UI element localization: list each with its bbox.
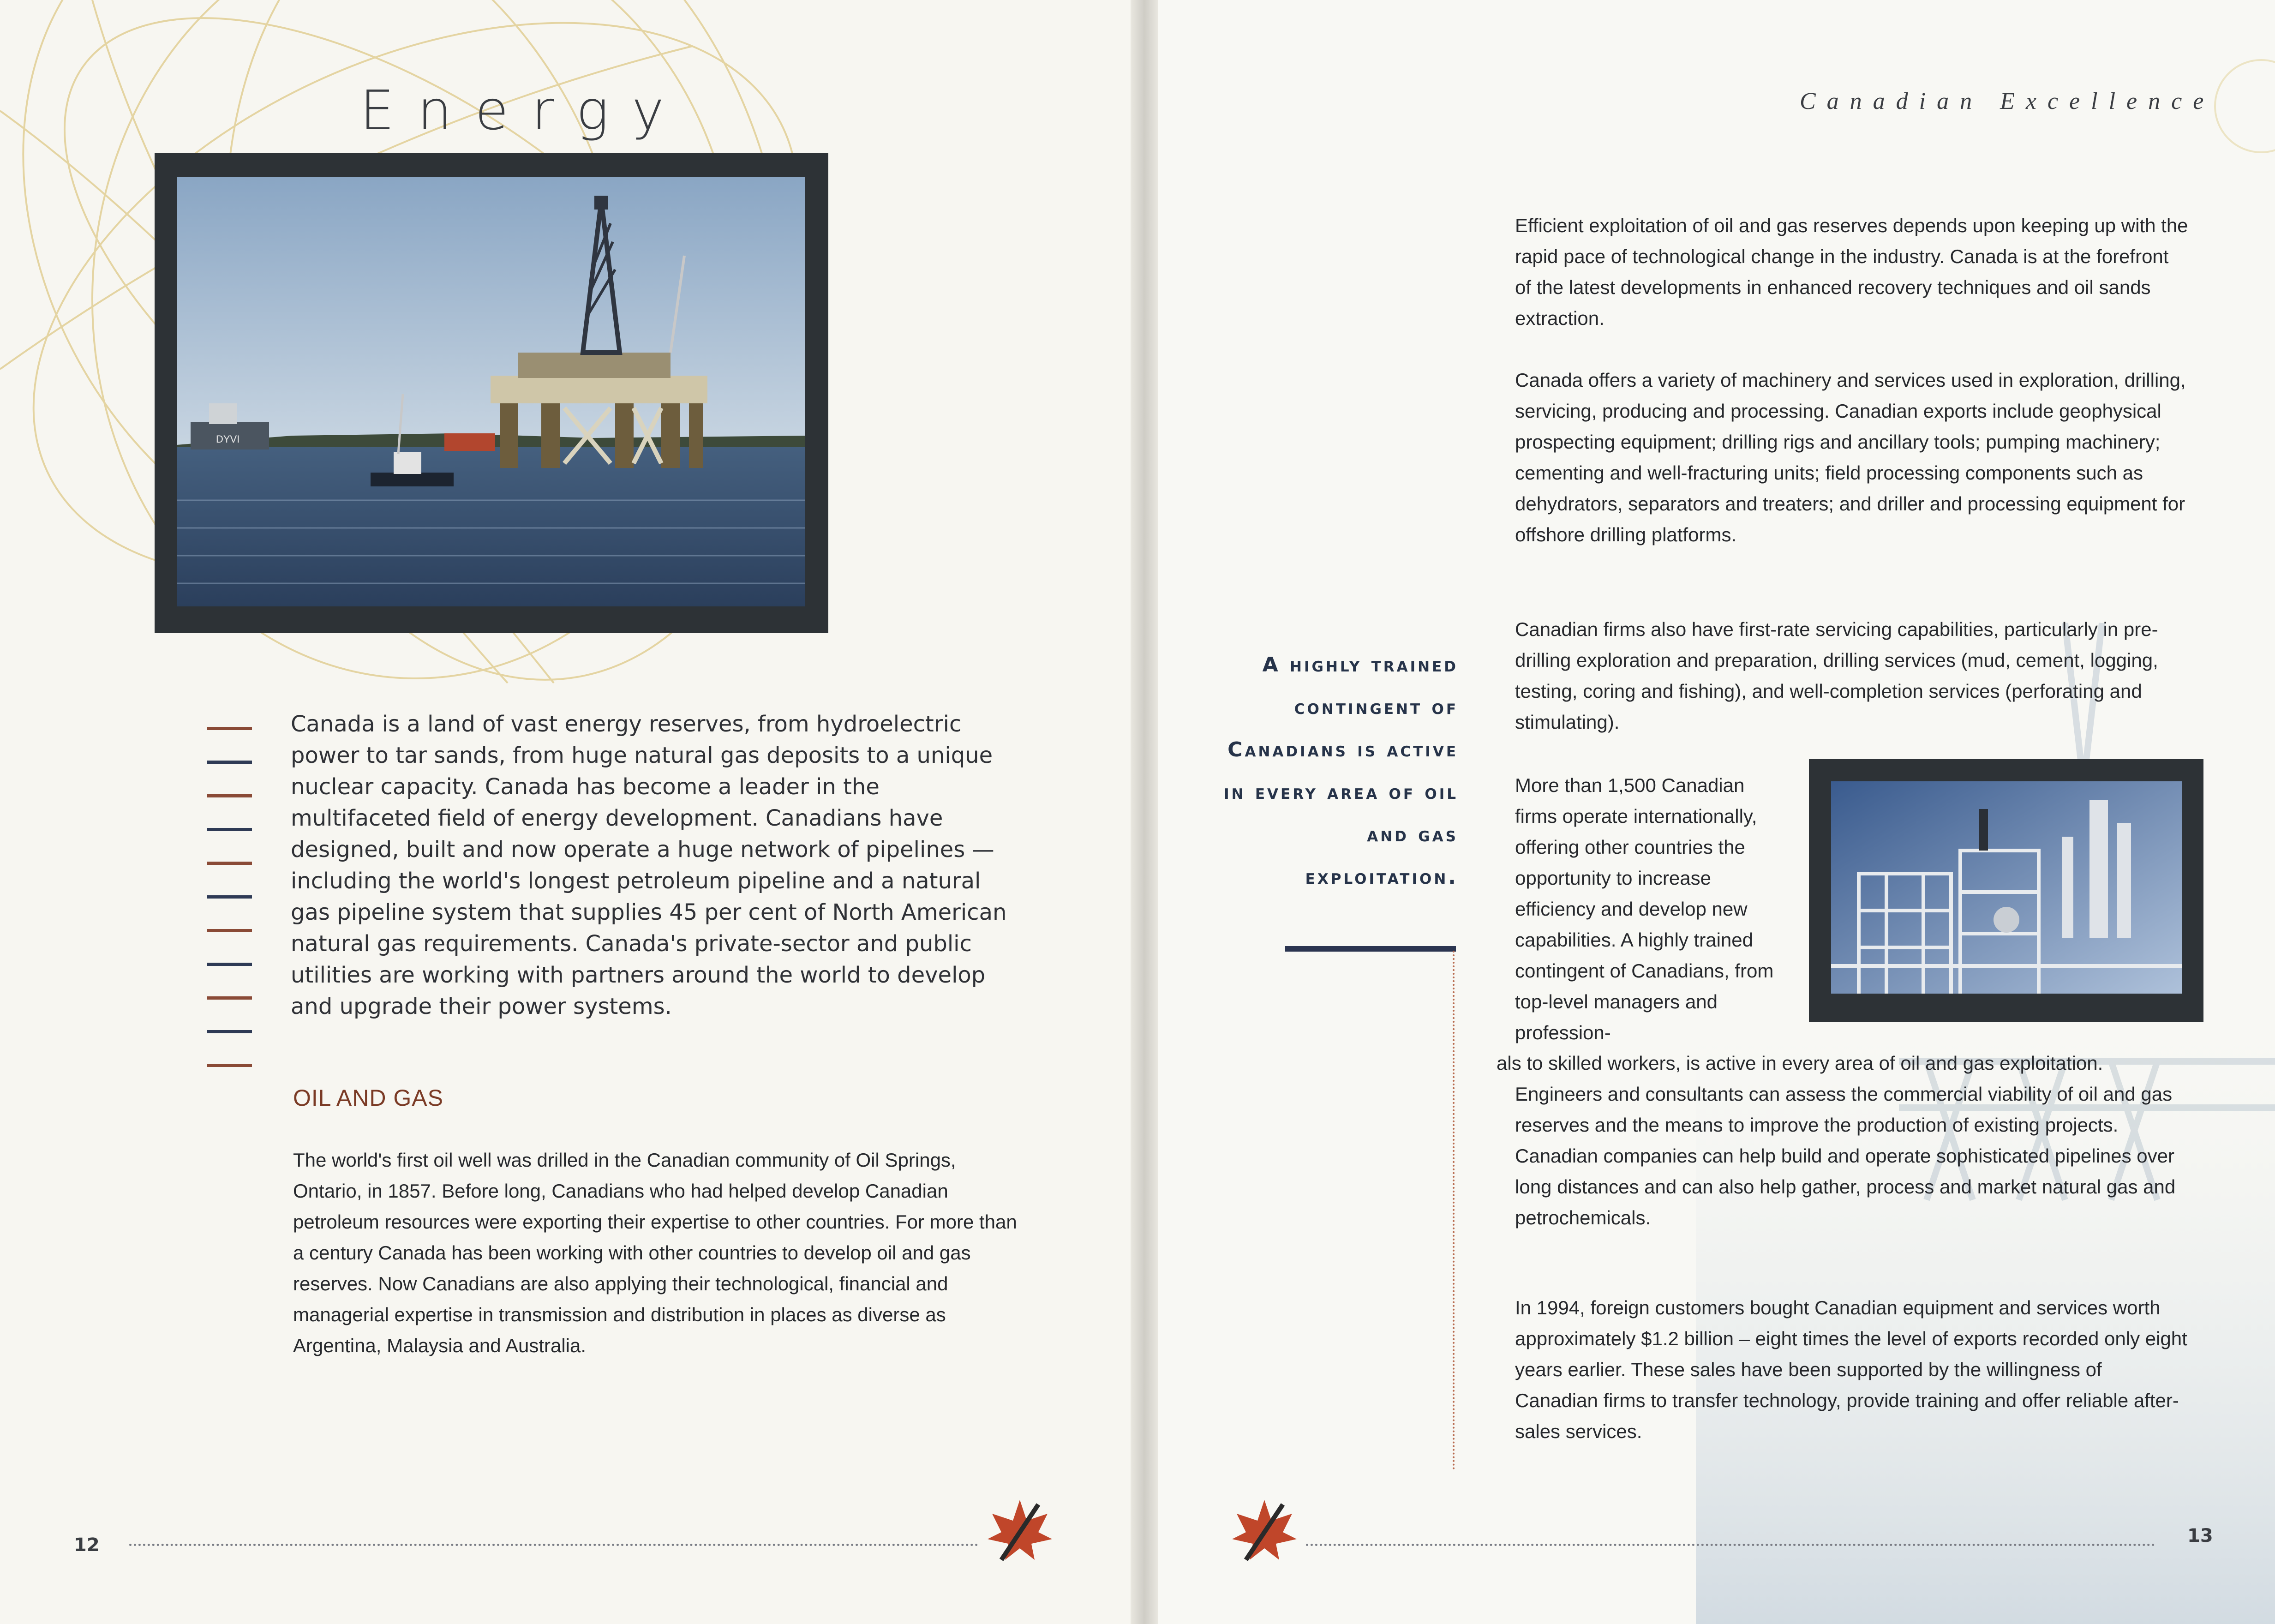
- decorative-bar: [207, 1030, 252, 1033]
- decorative-bar: [207, 828, 252, 831]
- refinery-photo-frame: [1809, 759, 2203, 1022]
- decorative-bar: [207, 996, 252, 1000]
- section-title: Energy: [360, 78, 688, 142]
- paragraph-1994-exports: In 1994, foreign customers bought Canadian equipment and services worth approximately $1.2 billion – eight times the level of exports recorded only eight years earlier. These sales have been supported by the willingness of Canadian firms to transfer technology, provide training and offer reliable after-sales services.: [1515, 1297, 2187, 1442]
- maple-leaf-icon: [983, 1495, 1057, 1569]
- footer-dotted-rule-left: [129, 1544, 978, 1546]
- right-page: [1142, 0, 2275, 1624]
- oil-and-gas-subheading: OIL AND GAS: [293, 1085, 443, 1111]
- running-head: Canadian Excellence: [1800, 88, 2215, 114]
- lead-paragraph: Canada is a land of vast energy reserves, from hydroelectric power to tar sands, from huge natural gas deposits to a unique nuclear capacity. Canada has become a leader in the multifaceted field of energy development. Canadians have designed, built and now operate a huge network of pipelines — including the world's longest petroleum pipeline and a natural gas pipeline system that supplies 45 per cent of North American natural gas requirements. Canada's private-sector and public utilities are working with partners around the world to develop and upgrade their power systems.: [291, 711, 1007, 1019]
- decorative-bar: [207, 963, 252, 966]
- decorative-bar: [207, 761, 252, 764]
- paragraph-international-firms: More than 1,500 Canadian firms operate internationally, offering other countries the opportunity to increase efficiency and develop new capabilities. A highly trained contingent of Canadians, from top-level managers and profession-: [1515, 774, 1774, 1043]
- page-number-left: 12: [74, 1534, 100, 1556]
- offshore-rig-photo: [177, 177, 805, 606]
- page-number-right: 13: [2187, 1525, 2213, 1546]
- refinery-photo: [1831, 781, 2182, 994]
- paragraph-machinery: Canada offers a variety of machinery and services used in exploration, drilling, servicing, producing and processing. Canadian exports include geophysical prospecting equipment; drilling rigs and ancillary tools; pumping machinery; cementing and well-fracturing units; field processing components such as dehydrators, separators and treaters; and driller and processing equipment for offshore drilling platforms.: [1515, 369, 2186, 545]
- decorative-bar: [207, 727, 252, 730]
- decorative-bar: [207, 794, 252, 797]
- decorative-bar: [207, 929, 252, 932]
- decorative-bar: [207, 895, 252, 899]
- footer-dotted-rule-right: [1306, 1544, 2155, 1546]
- maple-leaf-icon: [1227, 1495, 1301, 1569]
- decorative-bar-list: [207, 727, 252, 1097]
- paragraph-international-firms-continued: als to skilled workers, is active in every area of oil and gas exploitation. Engineers and consultants can assess the commercial viability of oil and gas reserves and the means to improve the production of existing projects. Canadian companies can help build and operate sophisticated pipelines over long distances and can also help gather, process and market natural gas and petrochemicals.: [1497, 1052, 2176, 1228]
- paragraph-technology: Efficient exploitation of oil and gas reserves depends upon keeping up with the rapid pace of technological change in the industry. Canada is at the forefront of the latest developments in enhanced recovery techniques and oil sands extraction.: [1515, 215, 2188, 329]
- oil-and-gas-body: The world's first oil well was drilled in the Canadian community of Oil Springs, Ontario, in 1857. Before long, Canadians who had helped develop Canadian petroleum resources were exporting their expertise to other countries. For more than a century Canada has been working with other countries to develop oil and gas reserves. Now Canadians are also applying their technological, financial and managerial expertise in transmission and distribution in places as diverse as Argentina, Malaysia and Australia.: [293, 1149, 1017, 1356]
- decorative-bar: [207, 862, 252, 865]
- book-gutter: [1131, 0, 1158, 1624]
- pull-quote-rule: [1285, 946, 1456, 952]
- offshore-rig-photo-frame: [155, 153, 828, 633]
- decorative-bar: [207, 1064, 252, 1067]
- ship-hull-label: DYVI: [216, 433, 240, 445]
- pull-quote: A highly trained contingent of Canadians is active in every area of oil and gas exploitation.: [1224, 653, 1458, 889]
- pull-quote-dotted-line: [1453, 951, 1455, 1470]
- paragraph-servicing: Canadian firms also have first-rate servicing capabilities, particularly in pre-drilling exploration and preparation, drilling services (mud, cement, logging, testing, coring and fishing), and well-completion services (perforating and stimulating).: [1515, 618, 2158, 733]
